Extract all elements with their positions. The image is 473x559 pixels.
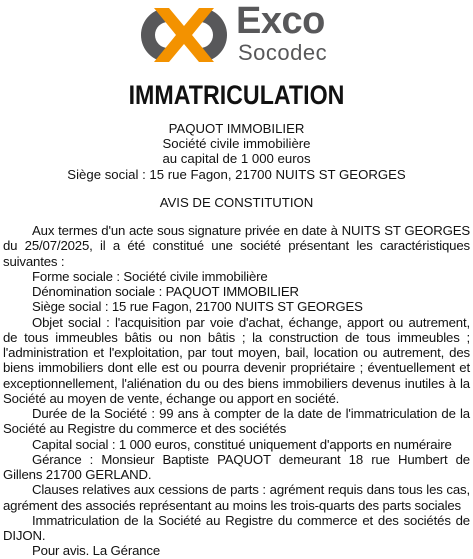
- paragraph-duration: Durée de la Société : 99 ans à compter de la date de l'immatriculation de la Société au Registre du commerce et des sociétés: [3, 406, 470, 437]
- paragraph-seat: Siège social : 15 rue Fagon, 21700 NUITS ST GEORGES: [32, 299, 363, 315]
- paragraph-denomination: Dénomination sociale : PAQUOT IMMOBILIER: [32, 284, 299, 299]
- company-header: [0, 121, 473, 182]
- company-capital: au capital de 1 000 euros: [162, 151, 311, 167]
- paragraph-registration: Immatriculation de la Société au Registre du commerce et des sociétés de DIJON.: [3, 512, 470, 543]
- paragraph-form: Forme sociale : Société civile immobilière: [32, 268, 268, 284]
- paragraph-management: Gérance : Monsieur Baptiste PAQUOT demeurant 18 rue Humbert de Gillens 21700 GERLAND.: [3, 451, 470, 482]
- paragraph-transfer-clauses: Clauses relatives aux cessions de parts : agrément requis dans tous les cas, agrément des associés représentant au moins les trois-quarts des parts sociales: [3, 482, 470, 513]
- paragraph-signature: Pour avis. La Gérance: [32, 543, 161, 559]
- logo-name: Exco: [236, 0, 325, 42]
- paragraph-intro: Aux termes d'un acte sous signature privée en date à NUITS ST GEORGES du 25/07/2025, il a été constitué une société présentant les caractéristiques suivantes :: [3, 223, 470, 269]
- company-name: PAQUOT IMMOBILIER: [168, 121, 305, 136]
- company-seat: Siège social : 15 rue Fagon, 21700 NUITS ST GEORGES: [67, 166, 406, 182]
- notice-heading: IMMATRICULATION: [128, 80, 345, 110]
- logo-subname: Socodec: [238, 40, 328, 65]
- company-form: Société civile immobilière: [162, 136, 311, 152]
- exco-socodec-logo: [138, 0, 338, 70]
- notice-title: AVIS DE CONSTITUTION: [159, 195, 314, 210]
- exco-logo-mark-icon: [138, 4, 230, 66]
- paragraph-purpose: Objet social : l'acquisition par voie d'achat, échange, apport ou autrement, de tous immeubles bâtis ou non bâtis ; la construction de tous immeubles ; l'administration et l'exploitation, par tout moyen, bail, location ou autrement, des biens immobiliers dont elle est ou pourra devenir propriétaire ; éventuellement et exceptionnellement, l'aliénation du ou des biens immobiliers devenus inutiles à la Société au moyen de vente, échange ou apport en société.: [3, 314, 470, 406]
- paragraph-capital: Capital social : 1 000 euros, constitué uniquement d'apports en numéraire: [32, 436, 452, 452]
- notice-body: [3, 223, 470, 559]
